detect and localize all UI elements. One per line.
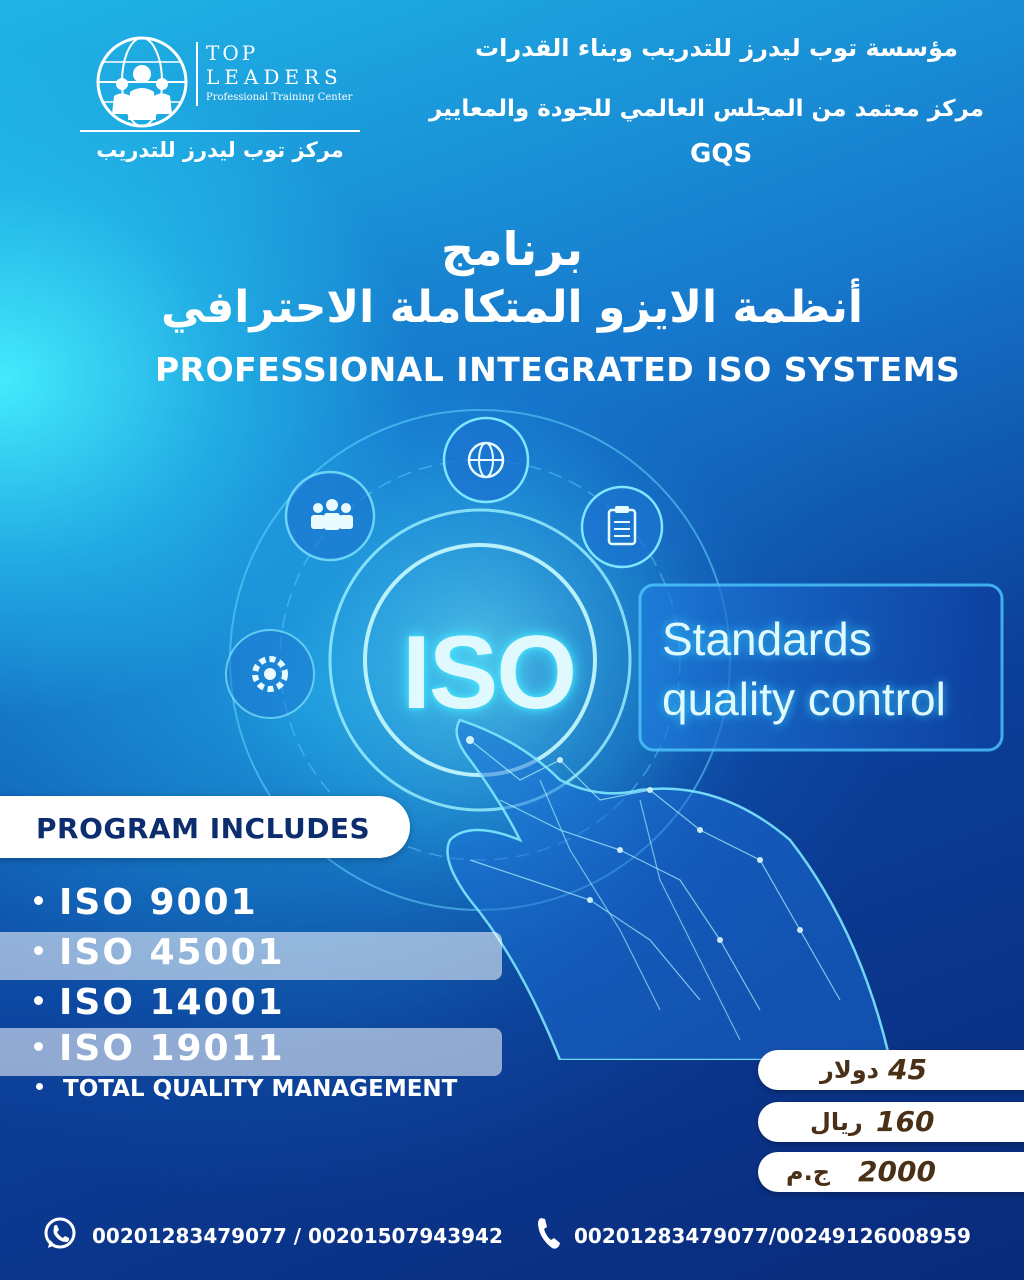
logo-underline xyxy=(80,130,360,132)
clipboard-icon xyxy=(582,487,662,567)
list-item-label: ISO 9001 xyxy=(59,882,258,923)
price-currency: دولار xyxy=(820,1056,879,1084)
english-program-title: PROFESSIONAL INTEGRATED ISO SYSTEMS xyxy=(155,350,961,389)
program-word-title: برنامج xyxy=(440,222,584,276)
list-item-label: ISO 19011 xyxy=(59,1028,285,1069)
header-foundation-name: مؤسسة توب ليدرز للتدريب وبناء القدرات xyxy=(475,34,958,62)
price-egp-pill xyxy=(758,1152,1024,1192)
bullet-icon xyxy=(34,896,43,905)
bullet-icon xyxy=(34,996,43,1005)
list-item xyxy=(0,982,285,1030)
arabic-program-title: أنظمة الايزو المتكاملة الاحترافي xyxy=(160,282,864,333)
list-item-label: TOTAL QUALITY MANAGEMENT xyxy=(63,1076,458,1102)
logo-subtitle: Professional Training Center xyxy=(206,92,353,103)
list-item xyxy=(0,1028,502,1076)
list-item xyxy=(0,932,502,980)
globe-icon xyxy=(444,418,528,502)
quality-control-text: quality control xyxy=(662,673,946,725)
standards-text: Standards xyxy=(662,613,872,665)
gear-icon xyxy=(226,630,314,718)
people-icon xyxy=(286,472,374,560)
header-gqs: GQS xyxy=(690,139,753,169)
price-currency: ريال xyxy=(810,1108,863,1136)
price-sar-pill xyxy=(758,1102,1024,1142)
bullet-icon xyxy=(34,1042,43,1051)
phone-numbers[interactable]: 00201283479077/00249126008959 xyxy=(574,1224,971,1248)
phone-icon xyxy=(536,1216,562,1250)
price-amount: 2000 xyxy=(858,1155,936,1188)
list-item-label: ISO 45001 xyxy=(59,932,285,973)
program-includes-heading: PROGRAM INCLUDES xyxy=(36,812,371,845)
logo-arabic-name: مركز توب ليدرز للتدريب xyxy=(96,138,344,162)
price-usd-pill xyxy=(758,1050,1024,1090)
logo-leaders-text: LEADERS xyxy=(206,65,343,89)
price-currency: ج.م xyxy=(786,1158,831,1186)
whatsapp-numbers[interactable]: 00201283479077 / 00201507943942 xyxy=(92,1224,503,1248)
iso-center-text: ISO xyxy=(402,615,576,731)
bullet-icon xyxy=(36,1083,43,1090)
list-item xyxy=(0,882,258,930)
price-amount: 45 xyxy=(888,1053,927,1086)
price-amount: 160 xyxy=(876,1105,935,1138)
logo-top-text: TOP xyxy=(206,41,259,65)
list-item xyxy=(0,1076,457,1102)
globe-logo-icon xyxy=(94,34,190,130)
header-accreditation: مركز معتمد من المجلس العالمي للجودة والمعايير xyxy=(429,96,984,122)
list-item-label: ISO 14001 xyxy=(59,982,285,1023)
logo-divider xyxy=(196,42,198,106)
bullet-icon xyxy=(34,946,43,955)
whatsapp-icon xyxy=(42,1216,78,1252)
